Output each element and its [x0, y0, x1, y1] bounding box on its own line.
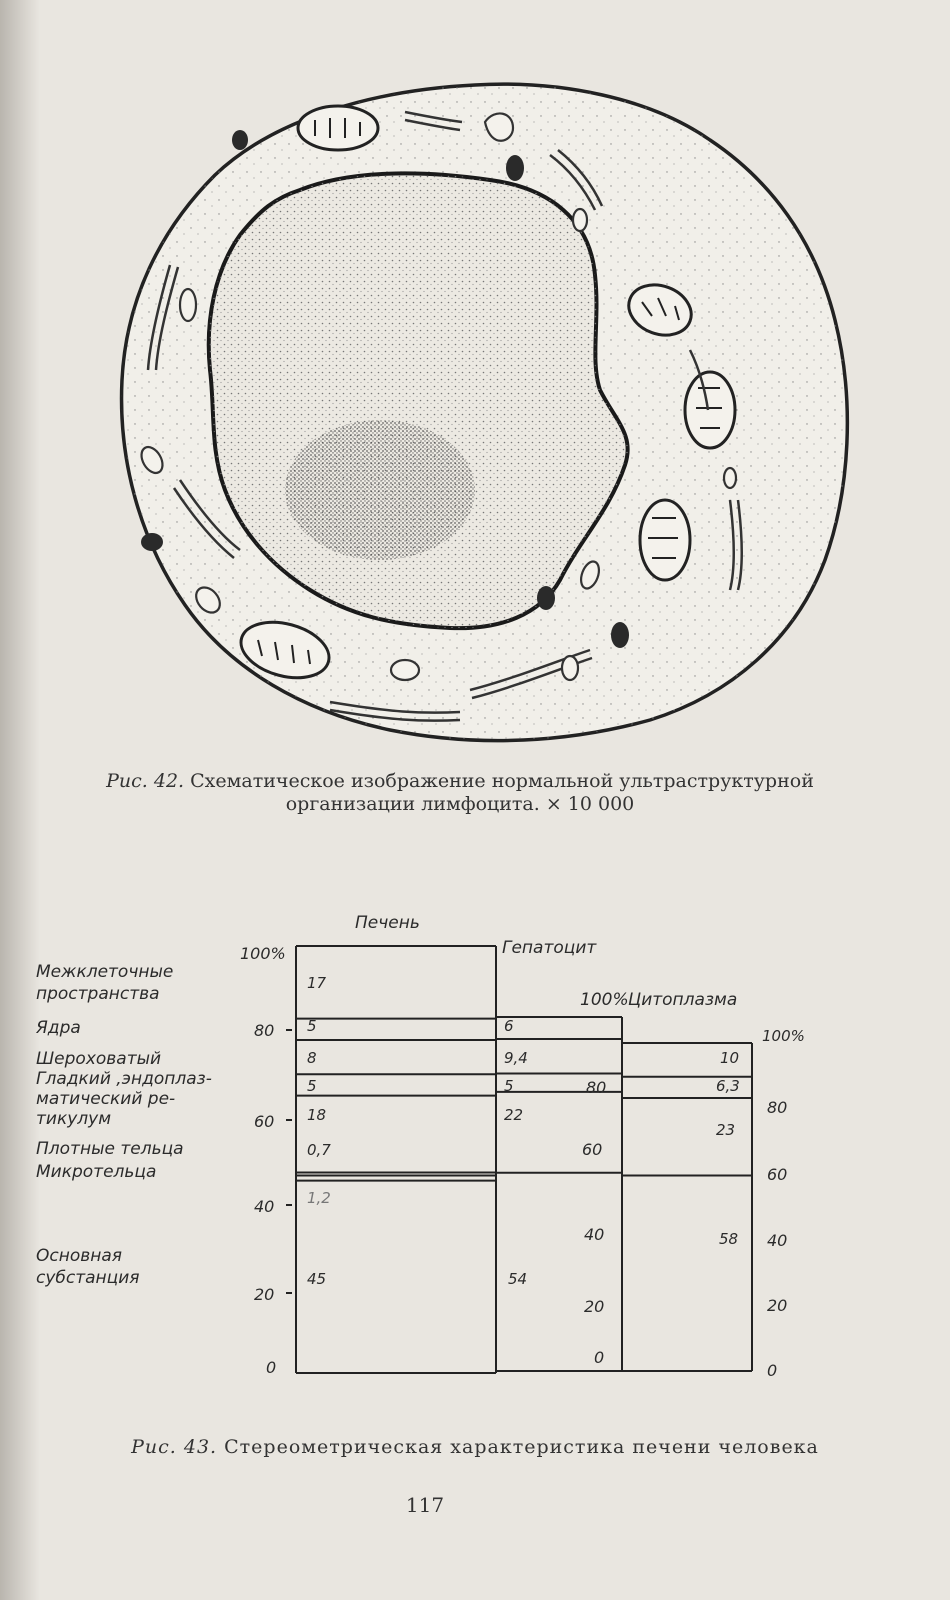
lymphocyte-illustration	[90, 70, 870, 750]
liver-axis-tick-60: 60	[254, 1112, 275, 1131]
cytoplasm-axis-tick-0: 0	[767, 1361, 778, 1380]
hepatocyte-value-er-other: 22	[504, 1106, 524, 1124]
row-label-rough-er: Шероховатый	[36, 1049, 162, 1069]
column-title-hepatocyte-100: 100%	[580, 990, 629, 1010]
hepatocyte-value-ground: 54	[508, 1270, 528, 1288]
cytoplasm-axis-tick-60: 60	[767, 1165, 788, 1184]
figure-43-label: Рис. 43.	[131, 1436, 218, 1458]
row-label-smooth-er: Гладкий ,эндоплаз-	[36, 1069, 212, 1089]
liver-axis-tick-0: 0	[266, 1358, 277, 1377]
liver-value-ground: 45	[307, 1270, 327, 1288]
liver-value-intercellular: 17	[307, 974, 327, 992]
liver-axis-tick-100: 100%	[240, 944, 286, 963]
page-number: 117	[405, 1493, 445, 1517]
heterochromatin	[285, 420, 475, 560]
liver-axis-tick-20: 20	[254, 1285, 275, 1304]
row-label-ground-1: Основная	[36, 1246, 123, 1266]
row-label-microbodies: Микротельца	[36, 1162, 157, 1182]
figure-42-caption-line2: организации лимфоцита. × 10 000	[285, 793, 635, 815]
cytoplasm-axis-tick-40: 40	[767, 1231, 788, 1250]
hepatocyte-axis-tick-60: 60	[582, 1140, 603, 1159]
figure-43-caption-text: Стереометрическая характеристика печени человека	[224, 1436, 819, 1458]
liver-value-rough-er: 8	[307, 1049, 317, 1067]
hepatocyte-axis-tick-0: 0	[594, 1348, 605, 1367]
figure-42-label: Рис. 42.	[106, 770, 185, 792]
cytoplasm-value-smooth-er: 6,3	[716, 1077, 740, 1095]
cytoplasm-value-er-other: 23	[716, 1121, 736, 1139]
hepatocyte-value-nuclei: 6	[504, 1017, 514, 1035]
column-title-cytoplasm-100: 100%	[762, 1027, 805, 1045]
row-label-er-line2: матический ре-	[36, 1089, 176, 1109]
column-title-hepatocyte: Гепатоцит	[502, 938, 597, 958]
row-label-intercellular-1: Межклеточные	[36, 962, 174, 982]
hepatocyte-axis-tick-40: 40	[584, 1225, 605, 1244]
cytoplasm-axis-tick-20: 20	[767, 1296, 788, 1315]
row-label-er-line3: тикулум	[36, 1109, 112, 1129]
hepatocyte-axis-tick-20: 20	[584, 1297, 605, 1316]
row-label-dense-bodies: Плотные тельца	[36, 1139, 184, 1159]
hepatocyte-value-smooth-er: 5	[504, 1077, 514, 1095]
figure-42-caption-line1: Схематическое изображение нормальной ультраструктурной	[190, 770, 814, 792]
liver-value-er-other: 18	[307, 1106, 327, 1124]
row-label-intercellular-2: пространства	[36, 984, 160, 1004]
liver-value-nuclei: 5	[307, 1017, 317, 1035]
row-label-ground-2: субстанция	[36, 1268, 140, 1288]
row-label-nuclei: Ядра	[36, 1018, 81, 1038]
hepatocyte-axis-tick-80: 80	[586, 1078, 607, 1097]
liver-value-microbodies: 1,2	[307, 1189, 331, 1207]
figure-42-caption	[20, 770, 900, 816]
cytoplasm-axis-tick-80: 80	[767, 1098, 788, 1117]
liver-value-dense-bodies: 0,7	[307, 1141, 331, 1159]
figure-43-caption	[50, 1436, 900, 1459]
hepatocyte-value-rough-er: 9,4	[504, 1049, 528, 1067]
liver-value-smooth-er: 5	[307, 1077, 317, 1095]
column-title-cytoplasm: Цитоплазма	[628, 990, 738, 1010]
cytoplasm-value-ground: 58	[719, 1230, 739, 1248]
cytoplasm-value-rough-er: 10	[720, 1049, 740, 1067]
liver-axis-tick-80: 80	[254, 1021, 275, 1040]
column-title-liver: Печень	[355, 913, 420, 933]
liver-axis-tick-40: 40	[254, 1197, 275, 1216]
